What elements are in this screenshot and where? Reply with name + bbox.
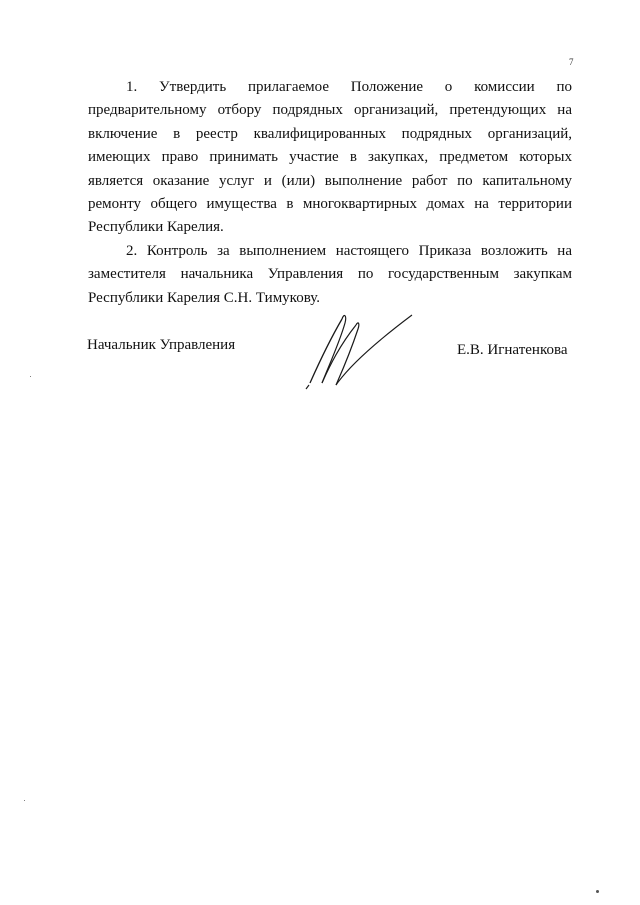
page-number: 7 — [569, 57, 574, 67]
handwritten-signature — [300, 305, 418, 395]
signatory-title: Начальник Управления — [87, 337, 236, 353]
order-body — [88, 76, 572, 310]
scan-speck — [24, 800, 25, 801]
signatory-name: Е.В. Игнатенкова — [457, 342, 568, 358]
scan-speck — [30, 376, 31, 377]
scan-speck — [596, 890, 599, 893]
order-paragraph-1: 1. Утвердить прилагаемое Положение о комиссии по предварительному отбору подрядных организаций, претендующих на включение в реестр квалифицированных подрядных организаций, имеющих право принимать участие в закупках, предметом которых является оказание услуг и (или) выполнение работ по капитальному ремонту общего имущества в многоквартирных домах на территории Республики Карелия. — [88, 79, 572, 236]
order-paragraph-2: 2. Контроль за выполнением настоящего Приказа возложить на заместителя начальника Управления по государственным закупкам Республики Карелия С.Н. Тимукову. — [88, 242, 572, 306]
